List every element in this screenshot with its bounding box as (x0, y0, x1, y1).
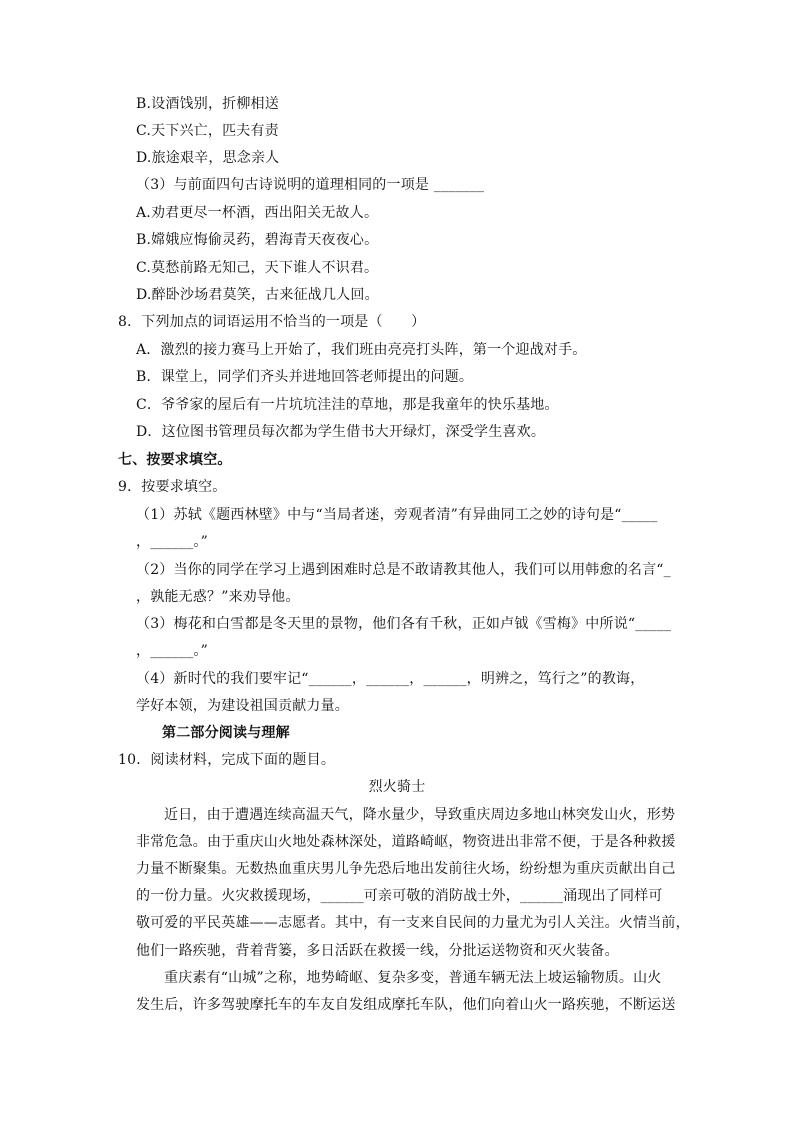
q9-sub1-line2: ，______。” (136, 534, 208, 550)
q7-sub3-option-c: C.莫愁前路无知己，天下谁人不识君。 (136, 260, 379, 276)
q7-sub3-option-b: B.嫦娥应悔偷灵药，碧海青天夜夜心。 (136, 232, 379, 248)
section-7-heading: 七、按要求填空。 (118, 452, 232, 468)
passage-p1-line5: 敬可爱的平民英雄——志愿者。其中，有一支来自民间的力量尤为引人关注。火情当前， (136, 915, 690, 931)
passage-p2-line1: 重庆素有“山城”之称，地势崎岖、复杂多变，普通车辆无法上坡运输物质。山火 (164, 970, 662, 986)
passage-p1-line2: 非常危急。由于重庆山火地处森林深处，道路崎岖，物资进出非常不便，于是各种救援 (136, 834, 676, 850)
passage-p2-line2: 发生后，许多驾驶摩托车的车友自发组成摩托车队，他们向着山火一路疾驰，不断运送 (136, 997, 676, 1013)
q8-stem: 8．下列加点的词语运用不恰当的一项是（ ） (118, 314, 426, 330)
q9-sub3-line1: （3）梅花和白雪都是冬天里的景物，他们各有千秋，正如卢钺《雪梅》中所说“_____ (136, 616, 672, 632)
q9-sub3-line2: ，______。” (136, 643, 208, 659)
q7-option-b: B.设酒饯别，折柳相送 (136, 96, 279, 112)
q7-sub3-option-a: A.劝君更尽一杯酒，西出阳关无故人。 (136, 205, 379, 221)
part-2-heading: 第二部分阅读与理解 (162, 725, 290, 741)
passage-p1-line3: 力量不断聚集。无数热血重庆男儿争先恐后地出发前往火场，纷纷想为重庆贡献出自己 (136, 861, 676, 877)
passage-title: 烈火骑士 (368, 779, 426, 795)
passage-p1-line4: 的一份力量。火灾救援现场，______可亲可敬的消防战士外，______涌现出了同样可 (136, 888, 663, 904)
q8-option-a: A．激烈的接力赛马上开始了，我们班由亮亮打头阵，第一个迎战对手。 (136, 342, 587, 358)
q9-sub2-line2: ，孰能无惑？”来劝导他。 (136, 589, 300, 605)
passage-p1-line1: 近日，由于遭遇连续高温天气，降水量少，导致重庆周边多地山林突发山火，形势 (164, 807, 676, 823)
q8-option-b: B．课堂上，同学们齐头并进地回答老师提出的问题。 (136, 369, 474, 385)
q9-sub4-line2: 学好本领，为建设祖国贡献力量。 (136, 698, 349, 714)
q7-option-d: D.旅途艰辛，思念亲人 (136, 150, 280, 166)
q9-stem: 9．按要求填空。 (118, 479, 227, 495)
q7-sub3-stem: （3）与前面四句古诗说明的道理相同的一项是 _______ (136, 177, 485, 193)
q7-sub3-option-d: D.醉卧沙场君莫笑，古来征战几人回。 (136, 287, 379, 303)
q9-sub4-line1: （4）新时代的我们要牢记“______，______，______，明辨之，笃行之”的教诲， (136, 671, 645, 687)
q8-option-d: D．这位图书管理员每次都为学生借书大开绿灯，深受学生喜欢。 (136, 424, 546, 440)
q8-option-c: C．爷爷家的屋后有一片坑坑洼洼的草地，那是我童年的快乐基地。 (136, 397, 559, 413)
q7-option-c: C.天下兴亡，匹夫有责 (136, 123, 279, 139)
q10-stem: 10．阅读材料，完成下面的题目。 (118, 752, 336, 768)
q9-sub1-line1: （1）苏轼《题西林壁》中与“当局者迷，旁观者清”有异曲同工之妙的诗句是“_____ (136, 507, 658, 523)
q9-sub2-line1: （2）当你的同学在学习上遇到困难时总是不敢请教其他人，我们可以用韩愈的名言“_ (136, 562, 671, 578)
passage-p1-line6: 他们一路疾驰，背着背篓，多日活跃在救援一线，分批运送物资和灭火装备。 (136, 943, 619, 959)
